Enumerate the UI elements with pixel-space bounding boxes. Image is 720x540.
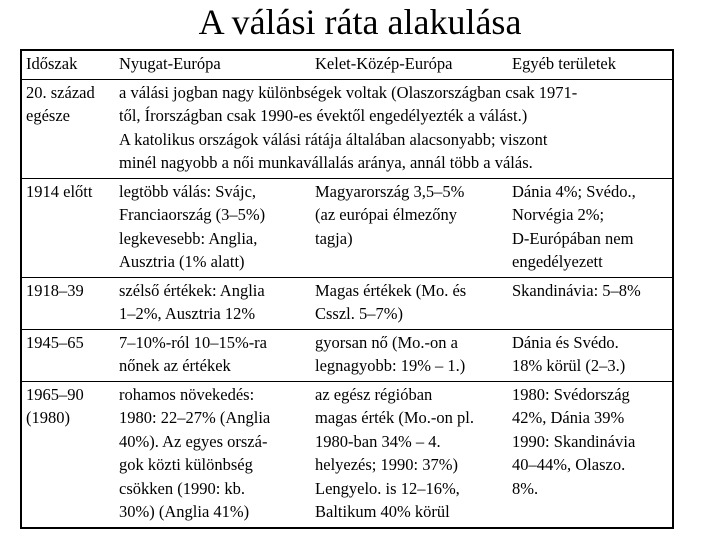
intro-period: 20. század egésze — [21, 79, 115, 178]
header-west-europe: Nyugat-Európa — [115, 50, 311, 79]
east-cell: gyorsan nő (Mo.-on a legnagyobb: 19% – 1.) — [311, 329, 508, 381]
west-cell: rohamos növekedés: 1980: 22–27% (Anglia 40%). Az egyes orszá- gok közti különbség csökken (1990: kb. 30%) (Anglia 41%) — [115, 381, 311, 528]
west-cell: 7–10%-ról 10–15%-ra nőnek az értékek — [115, 329, 311, 381]
intro-text: a válási jogban nagy különbségek voltak (Olaszországban csak 1971- től, Írországban csak 1990-es évektől engedélyezték a válást.) A katolikus országok válási rátája általában alacsonyabb; viszont minél nagyobb a női munkavállalás aránya, annál több a válás. — [115, 79, 673, 178]
east-cell: az egész régióban magas érték (Mo.-on pl. 1980-ban 34% – 4. helyezés; 1990: 37%) Lengyelo. is 12–16%, Baltikum 40% körül — [311, 381, 508, 528]
table-row — [21, 277, 673, 329]
table-row — [21, 178, 673, 277]
header-row — [21, 50, 673, 79]
period-cell: 1914 előtt — [21, 178, 115, 277]
table-row — [21, 329, 673, 381]
page-title: A válási ráta alakulása — [198, 2, 522, 42]
period-cell: 1965–90 (1980) — [21, 381, 115, 528]
west-cell: szélső értékek: Anglia 1–2%, Ausztria 12% — [115, 277, 311, 329]
divorce-rate-table — [20, 49, 674, 529]
header-east-central-europe: Kelet-Közép-Európa — [311, 50, 508, 79]
header-other-regions: Egyéb területek — [508, 50, 673, 79]
other-cell: Skandinávia: 5–8% — [508, 277, 673, 329]
header-period: Időszak — [21, 50, 115, 79]
table-row — [21, 381, 673, 528]
east-cell: Magyarország 3,5–5% (az európai élmezőny tagja) — [311, 178, 508, 277]
intro-row — [21, 79, 673, 178]
other-cell: Dánia és Svédo. 18% körül (2–3.) — [508, 329, 673, 381]
other-cell: 1980: Svédország 42%, Dánia 39% 1990: Skandinávia 40–44%, Olaszo. 8%. — [508, 381, 673, 528]
west-cell: legtöbb válás: Svájc, Franciaország (3–5%) legkevesebb: Anglia, Ausztria (1% alatt) — [115, 178, 311, 277]
period-cell: 1945–65 — [21, 329, 115, 381]
other-cell: Dánia 4%; Svédo., Norvégia 2%; D-Európában nem engedélyezett — [508, 178, 673, 277]
period-cell: 1918–39 — [21, 277, 115, 329]
east-cell: Magas értékek (Mo. és Csszl. 5–7%) — [311, 277, 508, 329]
